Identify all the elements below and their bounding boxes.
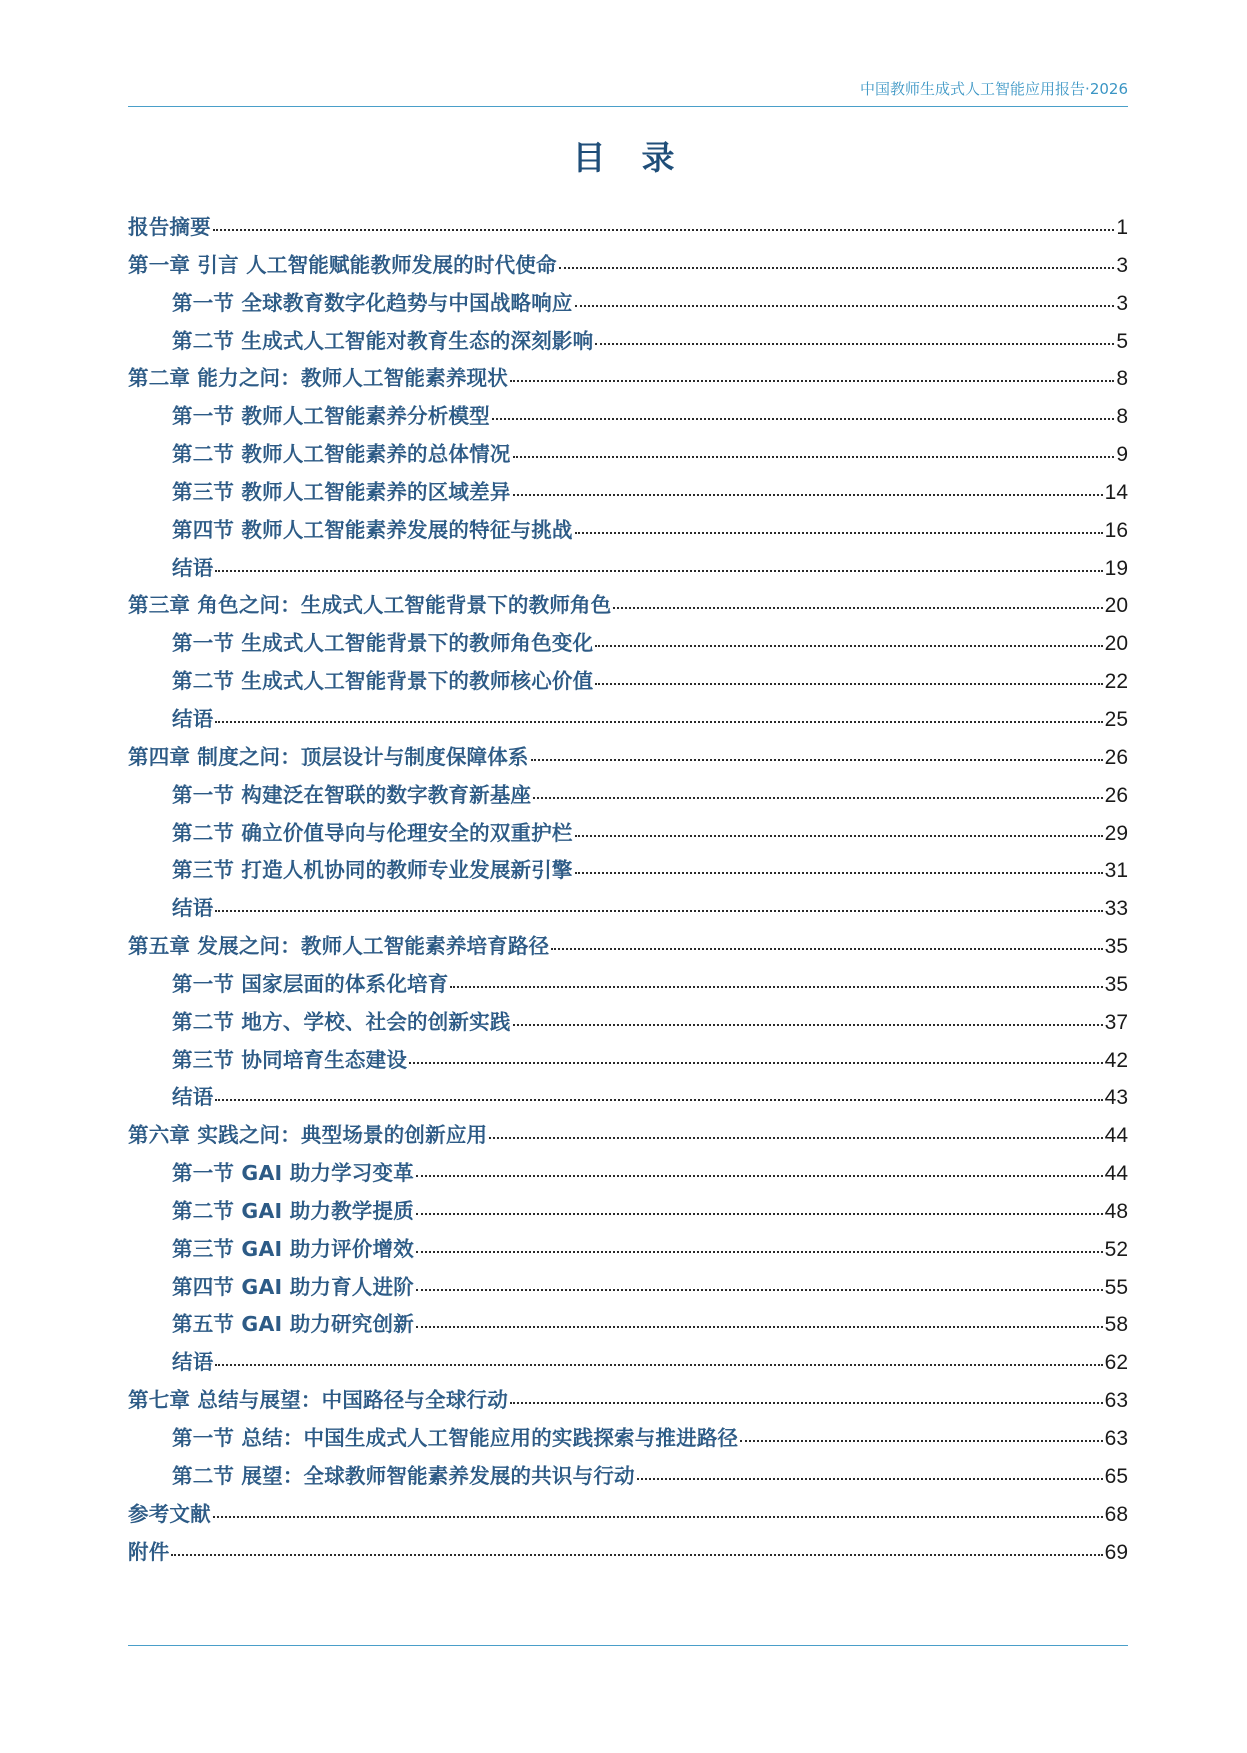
toc-page-number: 9 <box>1116 443 1128 467</box>
toc-entry-label: 第一节 全球教育数字化趋势与中国战略响应 <box>172 290 573 315</box>
toc-entry-label: 第三章 角色之问：生成式人工智能背景下的教师角色 <box>128 593 612 618</box>
toc-chapter-entry[interactable] <box>128 210 1128 248</box>
toc-section-entry[interactable] <box>128 324 1128 362</box>
toc-entry-label: 第二节 教师人工智能素养的总体情况 <box>172 442 511 467</box>
toc-dot-leader <box>575 304 1115 307</box>
toc-page-number: 58 <box>1104 1313 1128 1337</box>
toc-entry-label: 结语 <box>172 1350 214 1375</box>
toc-chapter-entry[interactable] <box>128 1497 1128 1535</box>
toc-chapter-entry[interactable] <box>128 1535 1128 1573</box>
toc-dot-leader <box>513 1023 1103 1026</box>
toc-section-entry[interactable] <box>128 891 1128 929</box>
toc-dot-leader <box>575 531 1103 534</box>
toc-page-number: 52 <box>1104 1237 1128 1261</box>
toc-chapter-entry[interactable] <box>128 361 1128 399</box>
toc-page-number: 69 <box>1104 1540 1128 1564</box>
toc-page-number: 3 <box>1116 291 1128 315</box>
toc-dot-leader <box>513 493 1103 496</box>
toc-dot-leader <box>171 1553 1102 1556</box>
toc-dot-leader <box>450 985 1102 988</box>
toc-entry-label: 第一节 生成式人工智能背景下的教师角色变化 <box>172 631 594 656</box>
toc-entry-label: 第五节 GAI 助力研究创新 <box>172 1312 414 1337</box>
toc-dot-leader <box>213 228 1115 231</box>
toc-section-entry[interactable] <box>128 1156 1128 1194</box>
toc-page-number: 25 <box>1104 707 1128 731</box>
toc-entry-label: 第一节 教师人工智能素养分析模型 <box>172 404 490 429</box>
toc-dot-leader <box>215 569 1102 572</box>
toc-page-number: 26 <box>1104 783 1128 807</box>
toc-page-number: 20 <box>1104 632 1128 656</box>
toc-page-number: 37 <box>1104 1010 1128 1034</box>
toc-dot-leader <box>213 1515 1103 1518</box>
toc-dot-leader <box>559 266 1115 269</box>
toc-page-number: 44 <box>1104 1162 1128 1186</box>
toc-chapter-entry[interactable] <box>128 588 1128 626</box>
toc-dot-leader <box>409 1061 1103 1064</box>
toc-dot-leader <box>510 379 1114 382</box>
toc-page-number: 63 <box>1104 1427 1128 1450</box>
toc-dot-leader <box>416 1212 1103 1215</box>
toc-page-number: 42 <box>1104 1048 1128 1072</box>
header-report-title: 中国教师生成式人工智能应用报告·2026 <box>860 80 1128 98</box>
toc-dot-leader <box>215 1363 1102 1366</box>
toc-page-number: 14 <box>1104 480 1128 504</box>
toc-entry-label: 第三节 教师人工智能素养的区域差异 <box>172 479 511 504</box>
toc-page-number: 44 <box>1104 1124 1128 1148</box>
toc-entry-label: 第七章 总结与展望：中国路径与全球行动 <box>128 1388 508 1413</box>
toc-list <box>128 210 1128 1572</box>
toc-entry-label: 第四节 GAI 助力育人进阶 <box>172 1274 414 1299</box>
toc-section-entry[interactable] <box>128 1043 1128 1081</box>
toc-entry-label: 结语 <box>172 896 214 921</box>
toc-entry-label: 第一章 引言 人工智能赋能教师发展的时代使命 <box>128 252 557 277</box>
toc-entry-label: 第一节 国家层面的体系化培育 <box>172 971 449 996</box>
toc-dot-leader <box>575 834 1103 837</box>
toc-dot-leader <box>416 1250 1103 1253</box>
toc-chapter-entry[interactable] <box>128 929 1128 967</box>
toc-entry-label: 第四章 制度之问：顶层设计与制度保障体系 <box>128 744 529 769</box>
toc-page-number: 19 <box>1104 556 1128 580</box>
toc-dot-leader <box>595 682 1102 685</box>
page-header <box>128 76 1128 107</box>
toc-section-entry[interactable] <box>128 399 1128 437</box>
toc-entry-label: 第三节 GAI 助力评价增效 <box>172 1236 414 1261</box>
toc-section-entry[interactable] <box>128 1005 1128 1043</box>
toc-page-number: 63 <box>1104 1389 1128 1413</box>
toc-entry-label: 第二节 确立价值导向与伦理安全的双重护栏 <box>172 820 573 845</box>
toc-section-entry[interactable] <box>128 816 1128 854</box>
toc-section-entry[interactable] <box>128 437 1128 475</box>
toc-dot-leader <box>531 758 1103 761</box>
toc-section-entry[interactable] <box>128 1232 1128 1270</box>
toc-entry-label: 报告摘要 <box>128 215 211 239</box>
toc-entry-label: 第三节 协同培育生态建设 <box>172 1047 408 1072</box>
toc-section-entry[interactable] <box>128 1421 1128 1459</box>
toc-chapter-entry[interactable] <box>128 740 1128 778</box>
toc-page-number: 48 <box>1104 1199 1128 1223</box>
toc-page-number: 1 <box>1116 216 1128 239</box>
toc-section-entry[interactable] <box>128 1270 1128 1308</box>
toc-page-number: 22 <box>1104 670 1128 694</box>
toc-dot-leader <box>613 606 1102 609</box>
toc-entry-label: 第二节 GAI 助力教学提质 <box>172 1198 414 1223</box>
toc-entry-label: 结语 <box>172 1085 214 1110</box>
toc-dot-leader <box>740 1439 1102 1442</box>
toc-entry-label: 附件 <box>128 1539 170 1564</box>
toc-entry-label: 参考文献 <box>128 1501 211 1526</box>
toc-section-entry[interactable] <box>128 551 1128 589</box>
toc-section-entry[interactable] <box>128 286 1128 324</box>
toc-page-number: 33 <box>1104 897 1128 921</box>
toc-chapter-entry[interactable] <box>128 248 1128 286</box>
toc-page-number: 29 <box>1104 821 1128 845</box>
page-footer-rule <box>128 1645 1128 1646</box>
toc-page-number: 62 <box>1104 1351 1128 1375</box>
toc-entry-label: 结语 <box>172 706 214 731</box>
toc-entry-label: 第一节 构建泛在智联的数字教育新基座 <box>172 782 532 807</box>
toc-entry-label: 结语 <box>172 555 214 580</box>
toc-dot-leader <box>492 417 1114 420</box>
toc-title: 目录 <box>572 138 711 177</box>
toc-entry-label: 第二章 能力之问：教师人工智能素养现状 <box>128 366 508 391</box>
toc-entry-label: 第二节 地方、学校、社会的创新实践 <box>172 1009 511 1034</box>
toc-dot-leader <box>416 1174 1103 1177</box>
toc-page-number: 43 <box>1104 1086 1128 1110</box>
toc-entry-label: 第四节 教师人工智能素养发展的特征与挑战 <box>172 517 573 542</box>
toc-page-number: 68 <box>1104 1502 1128 1526</box>
toc-section-entry[interactable] <box>128 664 1128 702</box>
toc-page-number: 5 <box>1116 329 1128 353</box>
toc-dot-leader <box>551 947 1102 950</box>
toc-dot-leader <box>637 1477 1103 1480</box>
toc-dot-leader <box>416 1325 1103 1328</box>
toc-section-entry[interactable] <box>128 513 1128 551</box>
toc-section-entry[interactable] <box>128 853 1128 891</box>
toc-section-entry[interactable] <box>128 1080 1128 1118</box>
toc-entry-label: 第一节 总结：中国生成式人工智能应用的实践探索与推进路径 <box>172 1426 739 1450</box>
toc-entry-label: 第三节 打造人机协同的教师专业发展新引擎 <box>172 858 573 883</box>
toc-section-entry[interactable] <box>128 702 1128 740</box>
toc-page-number: 31 <box>1104 859 1128 883</box>
toc-page-number: 8 <box>1116 367 1128 391</box>
toc-dot-leader <box>215 1098 1102 1101</box>
toc-section-entry[interactable] <box>128 475 1128 513</box>
toc-dot-leader <box>510 1401 1103 1404</box>
toc-entry-label: 第二节 展望：全球教师智能素养发展的共识与行动 <box>172 1463 635 1488</box>
toc-dot-leader <box>513 455 1115 458</box>
toc-dot-leader <box>533 796 1102 799</box>
toc-page-number: 26 <box>1104 745 1128 769</box>
toc-entry-label: 第一节 GAI 助力学习变革 <box>172 1161 414 1186</box>
toc-entry-label: 第六章 实践之问：典型场景的创新应用 <box>128 1123 488 1148</box>
toc-entry-label: 第二节 生成式人工智能对教育生态的深刻影响 <box>172 328 594 353</box>
toc-dot-leader <box>575 871 1103 874</box>
toc-dot-leader <box>595 644 1102 647</box>
toc-section-entry[interactable] <box>128 778 1128 816</box>
toc-page-number: 20 <box>1104 594 1128 618</box>
toc-dot-leader <box>215 720 1102 723</box>
toc-chapter-entry[interactable] <box>128 1118 1128 1156</box>
toc-page-number: 55 <box>1104 1275 1128 1299</box>
toc-section-entry[interactable] <box>128 1307 1128 1345</box>
toc-page-number: 35 <box>1104 972 1128 996</box>
toc-dot-leader <box>489 1136 1102 1139</box>
toc-section-entry[interactable] <box>128 967 1128 1005</box>
toc-chapter-entry[interactable] <box>128 1383 1128 1421</box>
toc-section-entry[interactable] <box>128 626 1128 664</box>
toc-entry-label: 第五章 发展之问：教师人工智能素养培育路径 <box>128 934 550 959</box>
toc-page-number: 3 <box>1116 253 1128 277</box>
toc-section-entry[interactable] <box>128 1345 1128 1383</box>
toc-section-entry[interactable] <box>128 1459 1128 1497</box>
toc-dot-leader <box>416 1288 1103 1291</box>
toc-page-number: 8 <box>1116 405 1128 429</box>
toc-page-number: 35 <box>1104 935 1128 959</box>
toc-section-entry[interactable] <box>128 1194 1128 1232</box>
toc-dot-leader <box>595 342 1114 345</box>
toc-page-number: 16 <box>1104 518 1128 542</box>
toc-page-number: 65 <box>1104 1464 1128 1488</box>
toc-dot-leader <box>215 909 1102 912</box>
toc-entry-label: 第二节 生成式人工智能背景下的教师核心价值 <box>172 669 594 694</box>
